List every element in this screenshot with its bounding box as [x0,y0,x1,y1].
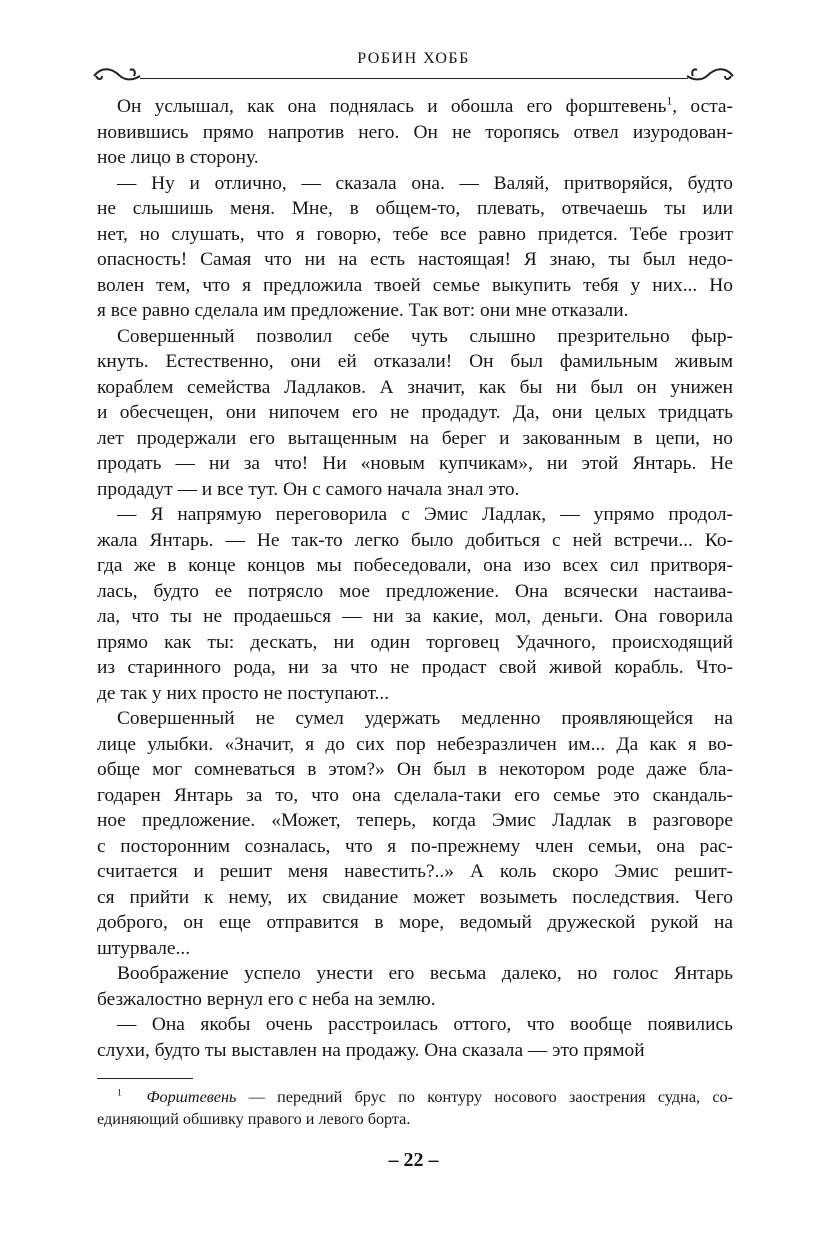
footnote-marker: 1 [117,1087,122,1099]
text-line: нет, но слушать, что я говорю, тебе все равно придется. Тебе грозит [97,223,733,245]
footnote-line: единяющий обшивку правого и левого борта. [97,1110,411,1128]
left-ornament-icon [92,62,152,84]
footnote-rule [97,1078,193,1079]
text-line: ся прийти к нему, их свидание может возыметь последствия. Чего [97,886,733,908]
text-line: и обесчещен, они нипочем его не продадут. Да, они целых тридцать [97,402,733,423]
text-line: — Я напрямую переговорила с Эмис Ладлак, — упрямо продол- [117,504,733,525]
text-line: Он услышал, как она поднялась и обошла его форштевень$^1$, оста- [117,94,733,117]
text-line: жала Янтарь. — Не так-то легко было добиться с ней встречи... Ко- [97,529,733,551]
text-line: доброго, он еще отправится в море, ведомый дружеской рукой на [97,912,733,933]
text-line: считается и решит меня навестить?..» А коль скоро Эмис решит- [97,861,733,882]
right-ornament-icon [675,62,735,84]
text-line: де так у них просто не поступают... [97,682,390,704]
text-line: продадут — и все тут. Он с самого начала знал это. [97,478,520,500]
text-line: Совершенный не сумел удержать медленно проявляющейся на [117,708,733,729]
footnote [97,1086,733,1130]
text-line: лице улыбки. «Значит, я до сих пор небезразличен им... Да как я во- [97,733,733,755]
text-line: лет продержали его вытащенным на берег и закованным в цепи, но [97,427,733,449]
text-line: безжалостно вернул его с неба на землю. [97,988,436,1010]
text-line: опасность! Самая что ни на есть настоящая! Я знаю, ты был недо- [97,249,733,270]
text-line: годарен Янтарь за то, что она сделала-таки его семье это скандаль- [97,784,733,806]
text-line: новившись прямо напротив него. Он не торопясь отвел изуродован- [97,121,733,143]
running-header: РОБИН ХОББ [357,50,470,67]
text-line: штурвале... [97,937,191,959]
text-line: гда же в конце концов мы побеседовали, она изо всех сил притворя- [97,555,733,576]
header-rule [140,78,688,79]
text-line: — Ну и отлично, — сказала она. — Валяй, притворяйся, будто [117,172,733,194]
text-line: кнуть. Естественно, они ей отказали! Он был фамильным живым [97,351,733,372]
body-text [97,94,733,1063]
text-line: прямо как ты: дескать, ни один торговец Удачного, происходящий [97,631,733,653]
text-line: кораблем семейства Ладлаков. А значит, как бы ни был он унижен [97,376,733,398]
text-line: Воображение успело унести его весьма далеко, но голос Янтарь [117,963,733,984]
text-line: — Она якобы очень расстроилась оттого, что вообще появились [117,1014,733,1035]
text-line: слухи, будто ты выставлен на продажу. Она сказала — это прямой [97,1039,645,1061]
text-line: Совершенный позволил себе чуть слышно презрительно фыр- [117,325,733,347]
text-line: волен тем, что я предложила твоей семье выкупить тебя у них... Но [97,274,733,296]
text-line: обще мог сомневаться в этом?» Он был в некотором роде даже бла- [97,759,733,780]
text-line: я все равно сделала им предложение. Так вот: они мне отказали. [97,300,629,321]
text-line: лась, будто ее потрясло мое предложение. Она всячески настаива- [97,580,733,602]
text-line: продать — ни за что! Ни «новым купчикам», ни этой Янтарь. Не [97,453,733,474]
text-line: из старинного рода, ни за что не продаст свой живой корабль. Что- [97,657,733,678]
text-line: не слышишь меня. Мне, в общем-то, плевать, отвечаешь ты или [97,198,733,219]
page-number: – 22 – [388,1149,439,1171]
footnote-term: Форштевень [146,1088,237,1106]
text-line: ла, что ты не продаешься — ни за какие, мол, деньги. Она говорила [97,606,733,627]
footnote-line: — передний брус по контуру носового заострения судна, со- [248,1088,734,1106]
text-line: ное предложение. «Может, теперь, когда Эмис Ладлак в разговоре [97,810,733,831]
text-line: ное лицо в сторону. [97,147,259,168]
text-line: с посторонним созналась, что я по-прежнему член семьи, она рас- [97,835,733,857]
